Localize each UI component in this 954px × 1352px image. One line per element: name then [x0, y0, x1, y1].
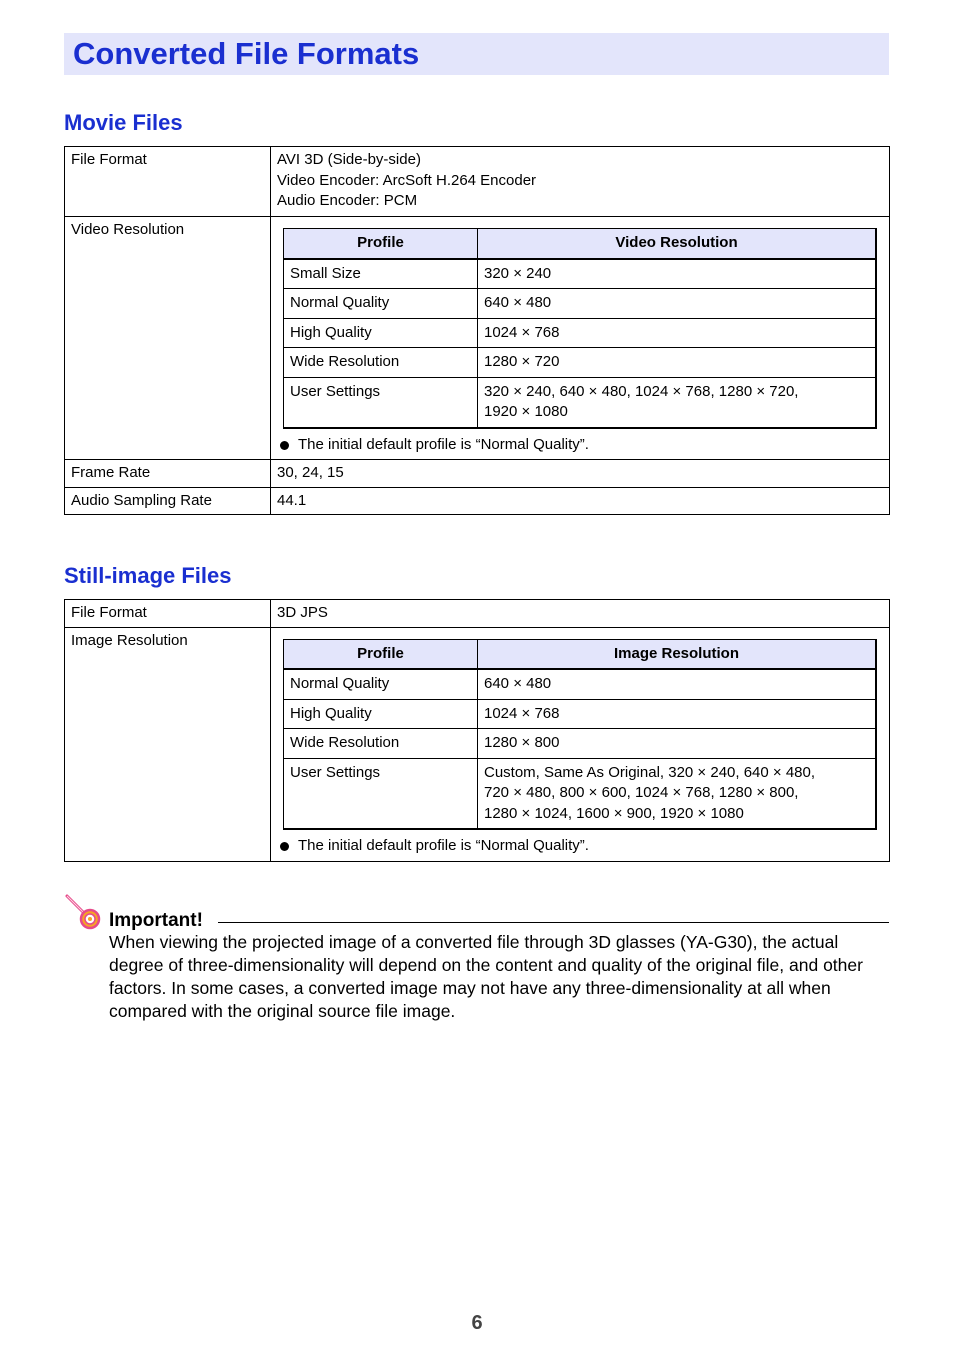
- resolution-line: 1920 × 1080: [484, 403, 568, 420]
- movie-file-format-line: Video Encoder: ArcSoft H.264 Encoder: [277, 171, 537, 189]
- table-row: [284, 318, 877, 348]
- still-image-resolution-value: [271, 627, 890, 861]
- resolution-cell: 1280 × 800: [478, 729, 877, 759]
- movie-video-resolution-value: [271, 217, 890, 460]
- movie-frame-rate-label: Frame Rate: [65, 460, 271, 488]
- movie-video-resolution-label: Video Resolution: [65, 217, 271, 460]
- movie-profile-table: [283, 228, 877, 429]
- resolution-line: 720 × 480, 800 × 600, 1024 × 768, 1280 × 800,: [484, 784, 799, 801]
- page-title: Converted File Formats: [73, 36, 420, 71]
- bullet-icon: [280, 441, 289, 450]
- page-number: 6: [471, 1312, 483, 1334]
- resolution-line: Custom, Same As Original, 320 × 240, 640 × 480,: [484, 763, 816, 781]
- table-row: [284, 259, 877, 289]
- page-title-bar: [64, 33, 889, 75]
- resolution-cell: 320 × 240: [478, 259, 877, 289]
- profile-cell: Normal Quality: [284, 289, 478, 319]
- resolution-line: 1280 × 1024, 1600 × 900, 1920 × 1080: [484, 804, 744, 822]
- profile-cell: High Quality: [284, 318, 478, 348]
- movie-file-format-value: [271, 147, 890, 217]
- movie-audio-rate-value: 44.1: [271, 487, 890, 515]
- resolution-cell: 1024 × 768: [478, 318, 877, 348]
- still-file-format-label: File Format: [65, 600, 271, 628]
- still-profile-table: [283, 639, 877, 831]
- movie-frame-rate-row: [65, 460, 890, 488]
- important-heading: Important!: [109, 910, 203, 931]
- profile-cell: High Quality: [284, 699, 478, 729]
- profile-cell: Small Size: [284, 259, 478, 289]
- table-row: [284, 669, 877, 699]
- movie-video-resolution-row: [65, 217, 890, 460]
- still-files-table: [64, 599, 890, 862]
- resolution-cell: [478, 758, 877, 829]
- table-row: [284, 289, 877, 319]
- movie-profile-header: Profile: [284, 229, 478, 259]
- movie-audio-rate-row: [65, 487, 890, 515]
- profile-cell: Wide Resolution: [284, 348, 478, 378]
- resolution-cell: 640 × 480: [478, 289, 877, 319]
- still-image-resolution-label: Image Resolution: [65, 627, 271, 861]
- still-image-resolution-row: [65, 627, 890, 861]
- resolution-cell: [478, 377, 877, 428]
- still-files-heading: Still-image Files: [64, 563, 232, 588]
- table-row: [284, 758, 877, 829]
- movie-default-note: [278, 435, 883, 456]
- resolution-line: 320 × 240, 640 × 480, 1024 × 768, 1280 × 720,: [484, 382, 799, 400]
- table-row: [284, 377, 877, 428]
- profile-cell: Normal Quality: [284, 669, 478, 699]
- table-row: [284, 729, 877, 759]
- still-resolution-header: Image Resolution: [478, 639, 877, 669]
- table-row: [284, 348, 877, 378]
- resolution-cell: 1280 × 720: [478, 348, 877, 378]
- important-body: When viewing the projected image of a converted file through 3D glasses (YA-G30), the actual degree of three-dimensionality will depend on the content and quality of the original file, and other factors. In some cases, a converted image may not have any three-dimensionality at all when compared with the original source file image.: [109, 932, 863, 1021]
- movie-resolution-header: Video Resolution: [478, 229, 877, 259]
- pointer-stick-icon: [64, 892, 106, 934]
- movie-file-format-row: [65, 147, 890, 217]
- bullet-icon: [280, 842, 289, 851]
- movie-file-format-line: Audio Encoder: PCM: [277, 192, 418, 209]
- movie-frame-rate-value: 30, 24, 15: [271, 460, 890, 488]
- movie-file-format-label: File Format: [65, 147, 271, 217]
- profile-cell: User Settings: [284, 758, 478, 829]
- important-divider: [218, 922, 889, 923]
- movie-profile-header-row: [284, 229, 877, 259]
- movie-files-heading: Movie Files: [64, 110, 183, 135]
- still-file-format-row: [65, 600, 890, 628]
- movie-audio-rate-label: Audio Sampling Rate: [65, 487, 271, 515]
- movie-file-format-line: AVI 3D (Side-by-side): [277, 151, 421, 168]
- profile-cell: User Settings: [284, 377, 478, 428]
- profile-cell: Wide Resolution: [284, 729, 478, 759]
- resolution-cell: 640 × 480: [478, 669, 877, 699]
- movie-files-table: [64, 146, 890, 515]
- still-default-note-text: The initial default profile is “Normal Quality”.: [298, 837, 589, 854]
- still-file-format-value: 3D JPS: [271, 600, 890, 628]
- still-profile-header: Profile: [284, 639, 478, 669]
- still-profile-header-row: [284, 639, 877, 669]
- still-default-note: [278, 836, 883, 857]
- table-row: [284, 699, 877, 729]
- movie-default-note-text: The initial default profile is “Normal Quality”.: [298, 435, 589, 453]
- resolution-cell: 1024 × 768: [478, 699, 877, 729]
